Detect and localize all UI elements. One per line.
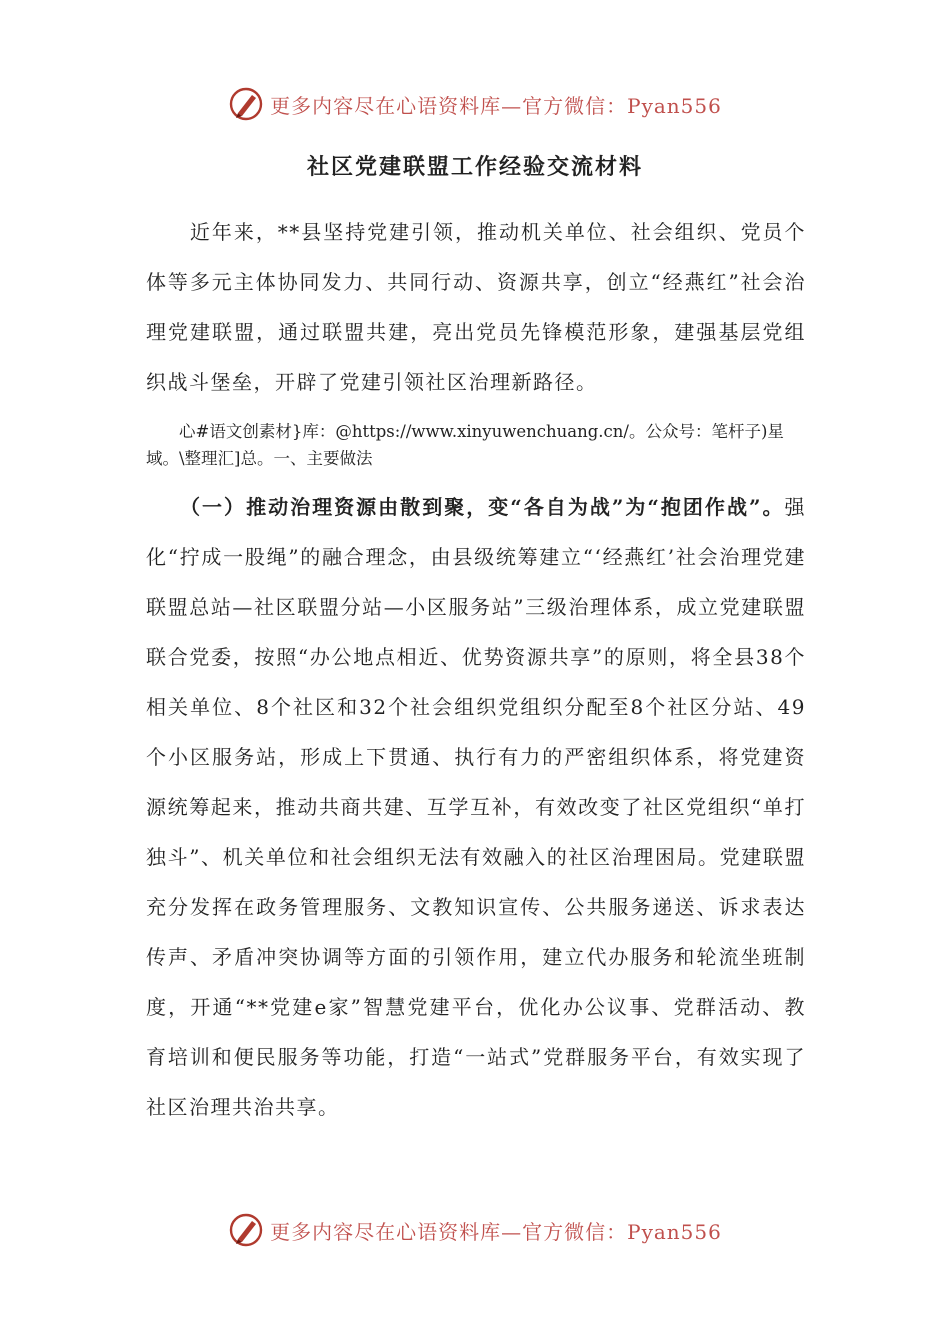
pen-logo-icon: [228, 86, 264, 122]
footer-banner: [0, 1210, 950, 1250]
section-1-paragraph: [146, 482, 806, 1132]
pen-logo-icon: [228, 1212, 264, 1248]
section-1-heading: （一）推动治理资源由散到聚，变“各自为战”为“抱团作战”。: [146, 495, 785, 519]
intro-paragraph: 近年来，**县坚持党建引领，推动机关单位、社会组织、党员个体等多元主体协同发力、共同行动、资源共享，创立“经燕红”社会治理党建联盟，通过联盟共建，亮出党员先锋模范形象，建强基层党组织战斗堡垒，开辟了党建引领社区治理新路径。: [146, 220, 806, 394]
watermark-note: 心#语文创素材}库：@https://www.xinyuwenchuang.cn/。公众号：笔杆子)星域。\整理汇]总。一、主要做法: [146, 422, 784, 468]
section-1-body: 强化“拧成一股绳”的融合理念，由县级统筹建立“‘经燕红’社会治理党建联盟总站—社区联盟分站—小区服务站”三级治理体系，成立党建联盟联合党委，按照“办公地点相近、优势资源共享”的原则，将全县38个相关单位、8个社区和32个社会组织党组织分配至8个社区分站、49个小区服务站，形成上下贯通、执行有力的严密组织体系，将党建资源统筹起来，推动共商共建、互学互补，有效改变了社区党组织“单打独斗”、机关单位和社会组织无法有效融入的社区治理困局。党建联盟充分发挥在政务管理服务、文教知识宣传、公共服务递送、诉求表达传声、矛盾冲突协调等方面的引领作用，建立代办服务和轮流坐班制度，开通“**党建e家”智慧党建平台，优化办公议事、党群活动、教育培训和便民服务等功能，打造“一站式”党群服务平台，有效实现了社区治理共治共享。: [146, 495, 806, 1119]
banner-text: 更多内容尽在心语资料库—官方微信：Pyan556: [270, 1219, 722, 1244]
header-banner: [0, 84, 950, 124]
page-title: 社区党建联盟工作经验交流材料: [306, 154, 643, 180]
banner-text: 更多内容尽在心语资料库—官方微信：Pyan556: [270, 93, 722, 118]
